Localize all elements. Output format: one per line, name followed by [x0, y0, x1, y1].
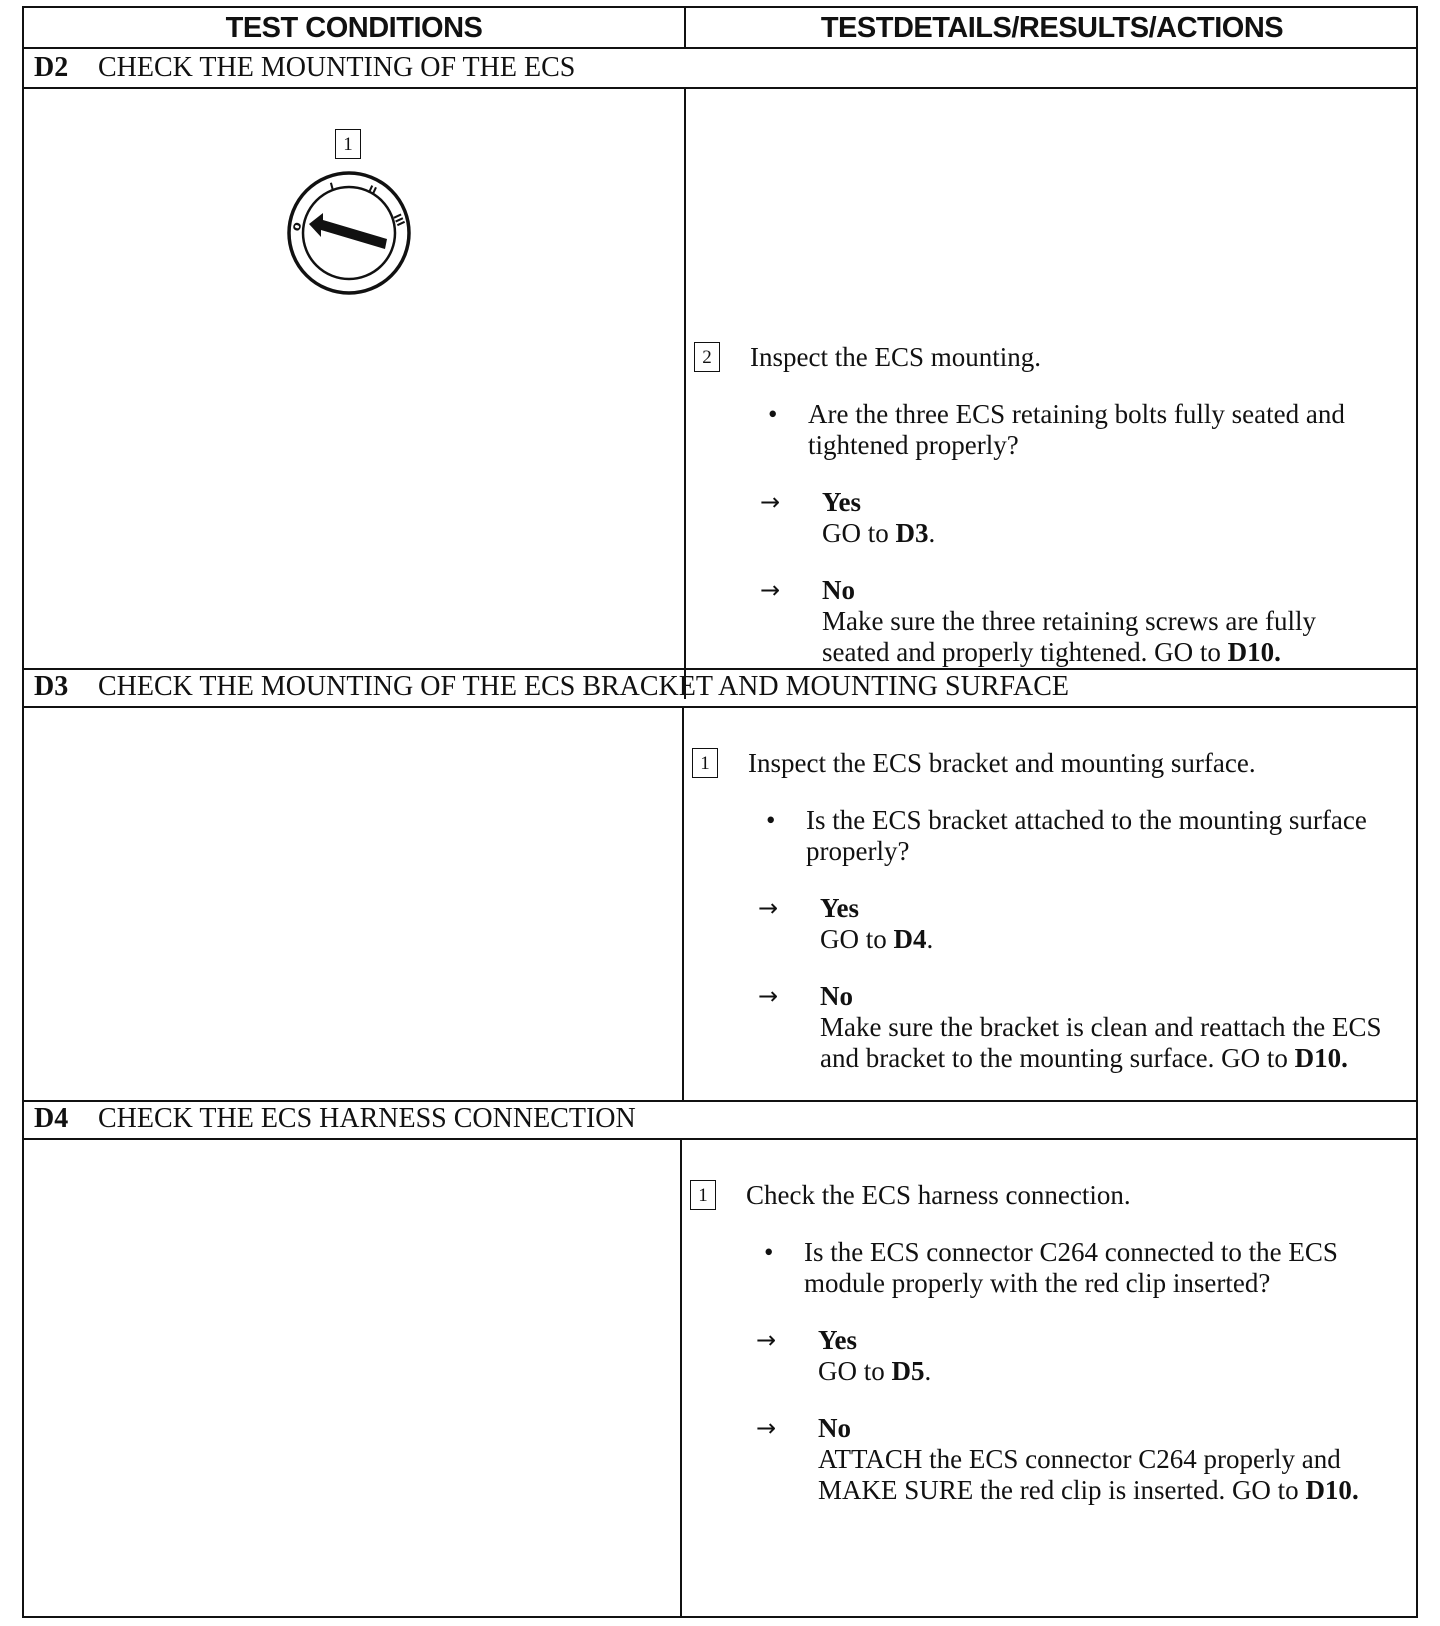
yes-label: Yes	[820, 893, 859, 923]
divider	[24, 47, 1416, 49]
arrow-right-icon: →	[756, 1326, 777, 1354]
divider	[684, 8, 686, 49]
go-to-target: D10	[1227, 637, 1275, 667]
instruction-text: Check the ECS harness connection.	[746, 1180, 1131, 1210]
yes-action: GO to D3.	[822, 518, 936, 548]
section-title-text: CHECK THE MOUNTING OF THE ECS BRACKET AND MOUNTING SURFACE	[98, 671, 1069, 702]
arrow-right-icon: →	[760, 576, 781, 604]
section-title-text: CHECK THE ECS HARNESS CONNECTION	[98, 1103, 636, 1134]
step-number-box: 2	[694, 342, 720, 372]
section-title-d2	[34, 50, 575, 86]
svg-text:II: II	[365, 182, 379, 199]
section-id: D4	[34, 1103, 69, 1134]
yes-label: Yes	[822, 487, 861, 517]
divider	[24, 1138, 1416, 1140]
svg-text:o: o	[288, 220, 306, 234]
divider	[24, 87, 1416, 89]
step-number-box: 1	[692, 748, 718, 778]
diagnostic-table	[22, 6, 1418, 1618]
go-to-target: D10	[1305, 1475, 1352, 1505]
no-label: No	[818, 1413, 851, 1443]
bullet-icon: •	[766, 805, 776, 835]
yes-action: GO to D4.	[820, 924, 934, 954]
divider	[680, 1138, 682, 1616]
header-test-conditions: TEST CONDITIONS	[225, 12, 483, 44]
instruction-text: Inspect the ECS mounting.	[750, 342, 1041, 372]
divider	[682, 706, 684, 1100]
ignition-key-switch-icon	[279, 125, 419, 295]
section-title-d4	[34, 1101, 636, 1137]
arrow-right-icon: →	[756, 1414, 777, 1442]
step-d3	[692, 748, 1384, 1074]
arrow-right-icon: →	[758, 894, 779, 922]
step-number-box: 1	[335, 129, 361, 159]
instruction-text: Inspect the ECS bracket and mounting surface.	[748, 748, 1256, 778]
yes-label: Yes	[818, 1325, 857, 1355]
yes-action: GO to D5.	[818, 1356, 932, 1386]
question-text: Is the ECS bracket attached to the mounting surface properly?	[806, 805, 1367, 866]
no-label: No	[820, 981, 853, 1011]
go-to-target: D5	[891, 1356, 925, 1386]
no-label: No	[822, 575, 855, 605]
step-number-box: 1	[690, 1180, 716, 1210]
section-id: D2	[34, 52, 69, 83]
step-d2	[694, 342, 1384, 668]
arrow-right-icon: →	[760, 488, 781, 516]
question-text: Are the three ECS retaining bolts fully seated and tightened properly?	[808, 399, 1345, 460]
go-to-target: D4	[893, 924, 927, 954]
bullet-icon: •	[764, 1237, 774, 1267]
no-action: ATTACH the ECS connector C264 properly and MAKE SURE the red clip is inserted. GO to D10.	[818, 1444, 1359, 1505]
section-title-text: CHECK THE MOUNTING OF THE ECS	[98, 52, 576, 83]
bullet-icon: •	[768, 399, 778, 429]
arrow-right-icon: →	[758, 982, 779, 1010]
go-to-target: D10	[1294, 1043, 1342, 1073]
question-text: Is the ECS connector C264 connected to the ECS module properly with the red clip inserted?	[804, 1237, 1338, 1298]
divider	[24, 706, 1416, 708]
no-action: Make sure the bracket is clean and reattach the ECS and bracket to the mounting surface. GO to D10.	[820, 1012, 1382, 1073]
section-id: D3	[34, 671, 69, 702]
svg-text:I: I	[328, 180, 336, 194]
svg-text:III: III	[390, 211, 408, 229]
go-to-target: D3	[895, 518, 929, 548]
header-test-details: TESTDETAILS/RESULTS/ACTIONS	[820, 12, 1284, 44]
section-title-d3	[34, 669, 1069, 705]
no-action: Make sure the three retaining screws are fully seated and properly tightened. GO to D10.	[822, 606, 1317, 667]
divider	[684, 87, 686, 699]
step-d4	[690, 1180, 1384, 1506]
